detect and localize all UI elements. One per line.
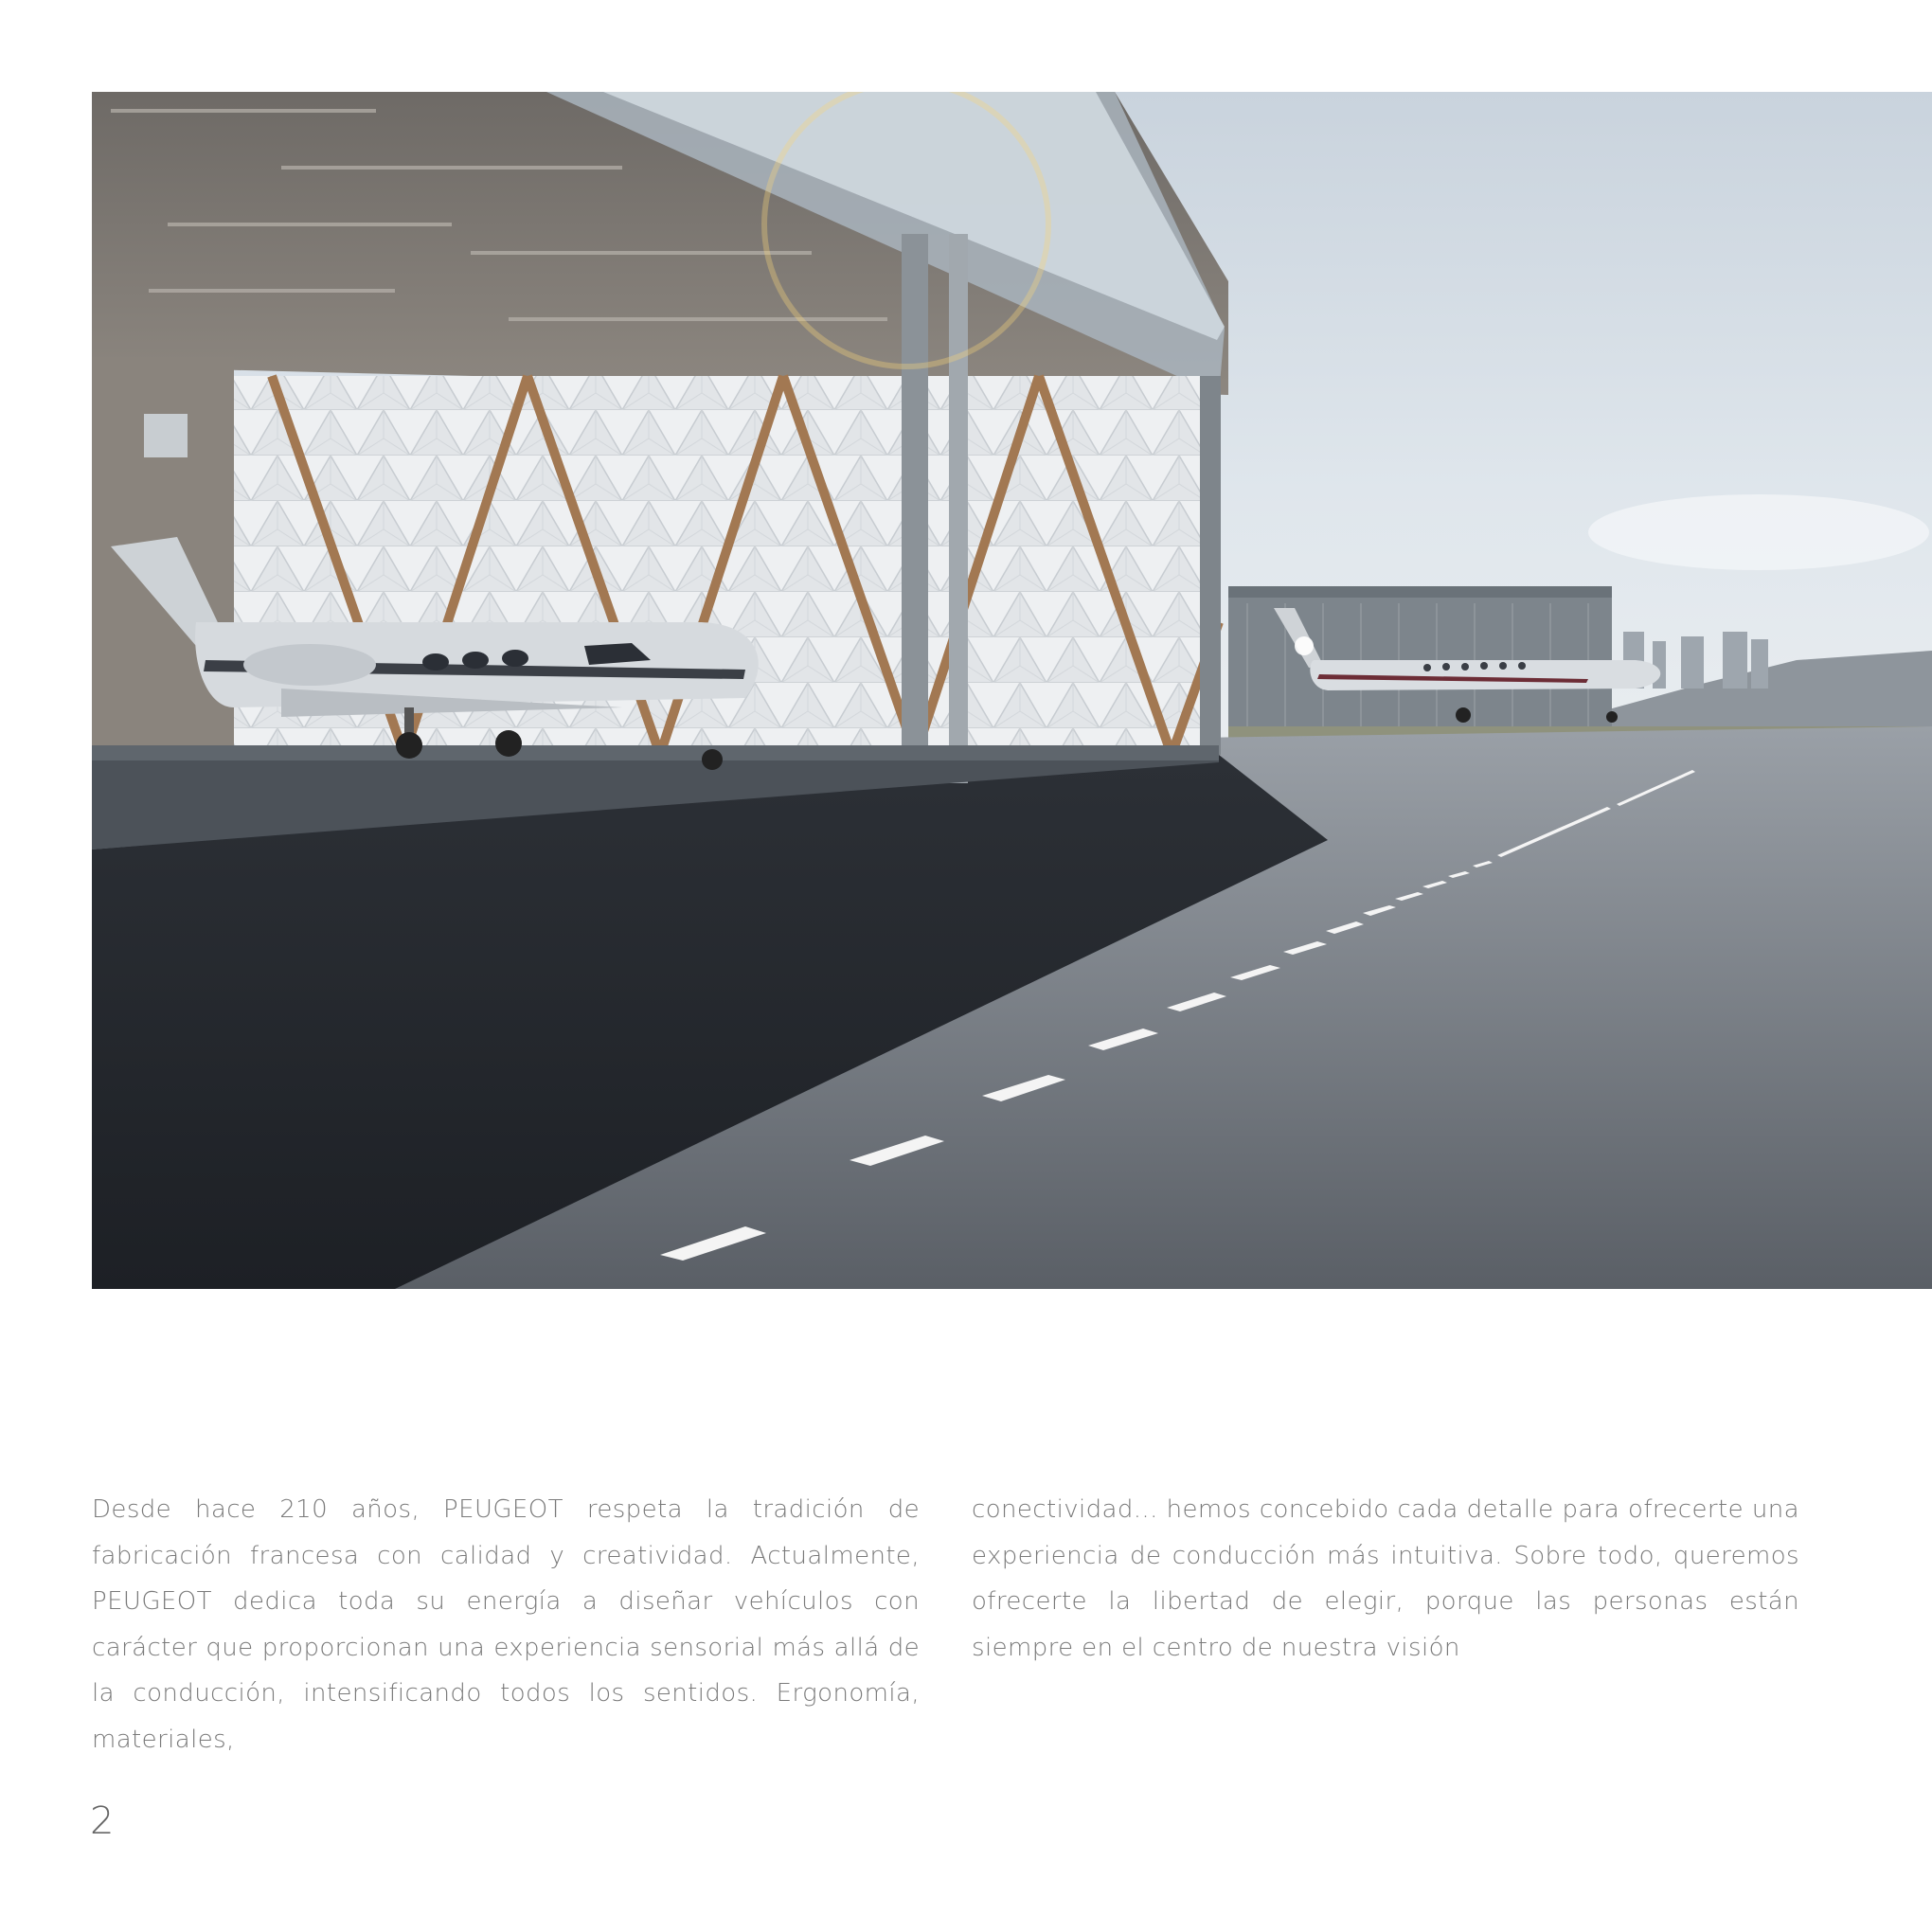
intro-text-left: Desde hace 210 años, PEUGEOT respeta la tradición de fabricación francesa con calidad y creatividad. Actualmente, PEUGEOT dedica toda su energía a diseñar vehículos con carácter que proporcionan una experiencia sensorial más allá de la conducción, intensificando todos los sentidos. Ergonomía, materiales, — [92, 1495, 920, 1754]
intro-text-right: conectividad... hemos concebido cada detalle para ofrecerte una experiencia de conducción más intuitiva. Sobre todo, queremos ofrecerte la libertad de elegir, porque las personas están siempre en el centro de nuestra visión — [972, 1495, 1799, 1662]
hero-photo — [92, 92, 1932, 1289]
hangar-scene-illustration — [92, 92, 1932, 1289]
page-number: 2 — [90, 1799, 115, 1843]
